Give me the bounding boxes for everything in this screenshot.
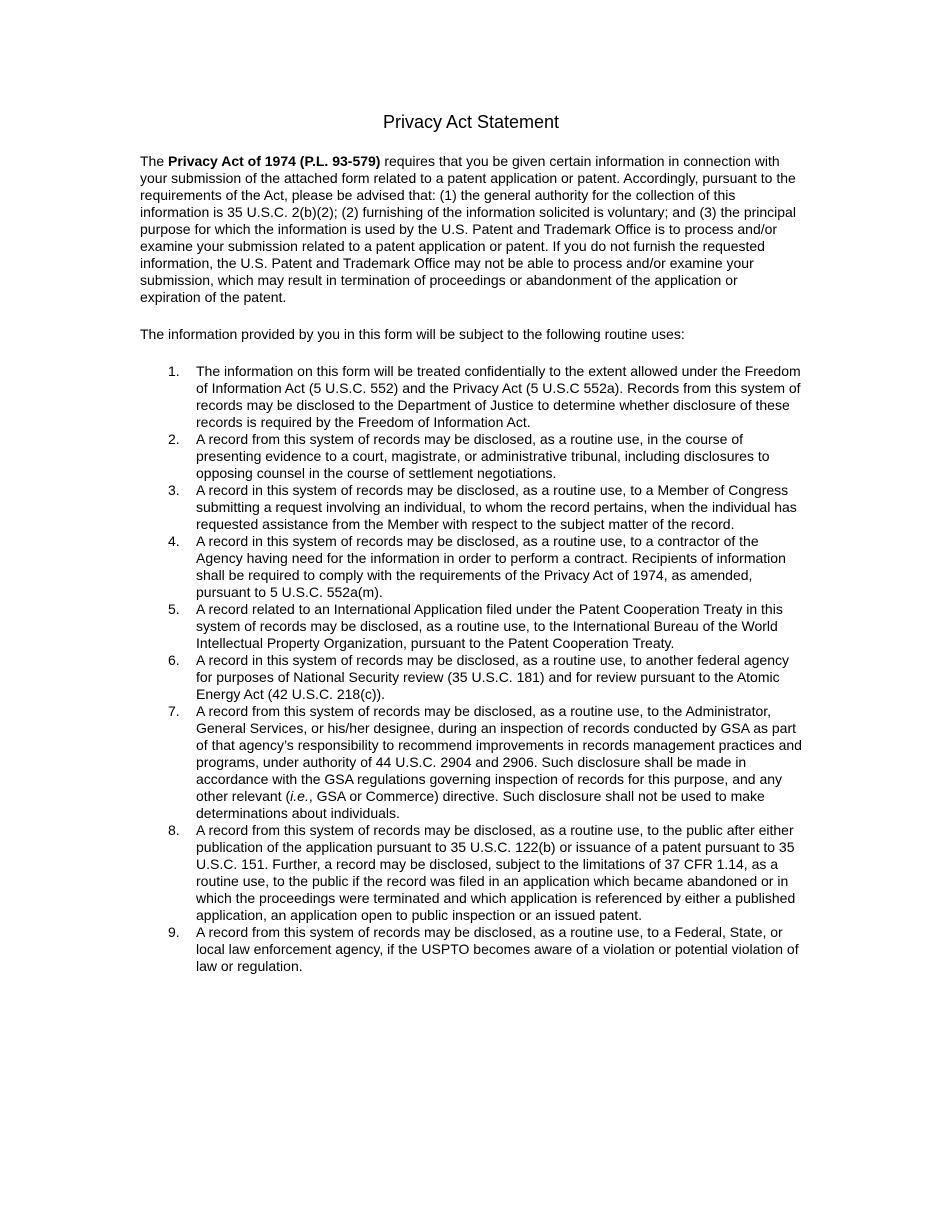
list-item <box>140 363 802 431</box>
list-item-number: 7. <box>168 703 180 719</box>
list-item <box>140 533 802 601</box>
list-item-number: 8. <box>168 822 180 838</box>
list-item-text-start: A record from this system of records may be disclosed, as a routine use, to the Administrator, General Services, or his/her designee, during an inspection of records conducted by GSA as part of that agency’s responsibility to recommend improvements in records management practices and programs, under authority of 44 U.S.C. 2904 and 2906. Such disclosure shall be made in accordance with the GSA regulations governing inspection of records for this purpose, and any other relevant ( <box>196 703 802 804</box>
list-item-number: 3. <box>168 482 180 498</box>
list-item-text-italic: i.e. <box>290 788 309 804</box>
routine-uses-intro: The information provided by you in this form will be subject to the following routine uses: <box>140 326 685 342</box>
intro-paragraph <box>140 153 802 306</box>
list-item-number: 6. <box>168 652 180 668</box>
list-item-text <box>196 703 802 822</box>
list-item-number: 5. <box>168 601 180 617</box>
list-item-number: 9. <box>168 924 180 940</box>
list-item <box>140 431 802 482</box>
document-title: Privacy Act Statement <box>382 112 560 132</box>
list-item-number: 4. <box>168 533 180 549</box>
list-item-text: A record from this system of records may be disclosed, as a routine use, to the public after either publication of the application pursuant to 35 U.S.C. 122(b) or issuance of a patent pursuant to 35 U.S.C. 151. Further, a record may be disclosed, subject to the limitations of 37 CFR 1.14, as a routine use, to the public if the record was filed in an application which became abandoned or in which the proceedings were terminated and which application is referenced by either a published application, an application open to public inspection or an issued patent. <box>196 822 796 923</box>
intro-text-end: requires that you be given certain information in connection with your submission of the attached form related to a patent application or patent. Accordingly, pursuant to the requirements of the Act, please be advised that: (1) the general authority for the collection of this information is 35 U.S.C. 2(b)(2); (2) furnishing of the information solicited is voluntary; and (3) the principal purpose for which the information is used by the U.S. Patent and Trademark Office is to process and/or examine your submission related to a patent application or patent. If you do not furnish the requested information, the U.S. Patent and Trademark Office may not be able to process and/or examine your submission, which may result in termination of proceedings or abandonment of the application or expiration of the patent. <box>140 153 796 305</box>
list-item <box>140 703 802 822</box>
routine-uses-list <box>140 363 802 975</box>
list-item-number: 2. <box>168 431 180 447</box>
list-item-text: The information on this form will be treated confidentially to the extent allowed under the Freedom of Information Act (5 U.S.C. 552) and the Privacy Act (5 U.S.C 552a). Records from this system of records may be disclosed to the Department of Justice to determine whether disclosure of these records is required by the Freedom of Information Act. <box>196 363 801 430</box>
document-page <box>140 110 802 975</box>
list-item-text: A record from this system of records may be disclosed, as a routine use, to a Federal, State, or local law enforcement agency, if the USPTO becomes aware of a violation or potential violation of law or regulation. <box>196 924 799 974</box>
list-item-text: A record in this system of records may be disclosed, as a routine use, to a contractor of the Agency having need for the information in order to perform a contract. Recipients of information shall be required to comply with the requirements of the Privacy Act of 1974, as amended, pursuant to 5 U.S.C. 552a(m). <box>196 533 786 600</box>
list-item <box>140 482 802 533</box>
list-item-text: A record in this system of records may be disclosed, as a routine use, to a Member of Congress submitting a request involving an individual, to whom the record pertains, when the individual has requested assistance from the Member with respect to the subject matter of the record. <box>196 482 797 532</box>
list-item-number: 1. <box>168 363 180 379</box>
intro-act-name: Privacy Act of 1974 (P.L. 93-579) <box>168 153 381 169</box>
list-item <box>140 822 802 924</box>
list-item-text: A record related to an International Application filed under the Patent Cooperation Treaty in this system of records may be disclosed, as a routine use, to the International Bureau of the World Intellectual Property Organization, pursuant to the Patent Cooperation Treaty. <box>196 601 783 651</box>
list-item <box>140 601 802 652</box>
list-item-text-end: , GSA or Commerce) directive. Such disclosure shall not be used to make determinations about individuals. <box>196 788 765 821</box>
intro-text-start: The <box>140 153 169 169</box>
list-item <box>140 924 802 975</box>
list-item-text: A record from this system of records may be disclosed, as a routine use, in the course of presenting evidence to a court, magistrate, or administrative tribunal, including disclosures to opposing counsel in the course of settlement negotiations. <box>196 431 770 481</box>
list-item-text: A record in this system of records may be disclosed, as a routine use, to another federal agency for purposes of National Security review (35 U.S.C. 181) and for review pursuant to the Atomic Energy Act (42 U.S.C. 218(c)). <box>196 652 789 702</box>
list-item <box>140 652 802 703</box>
